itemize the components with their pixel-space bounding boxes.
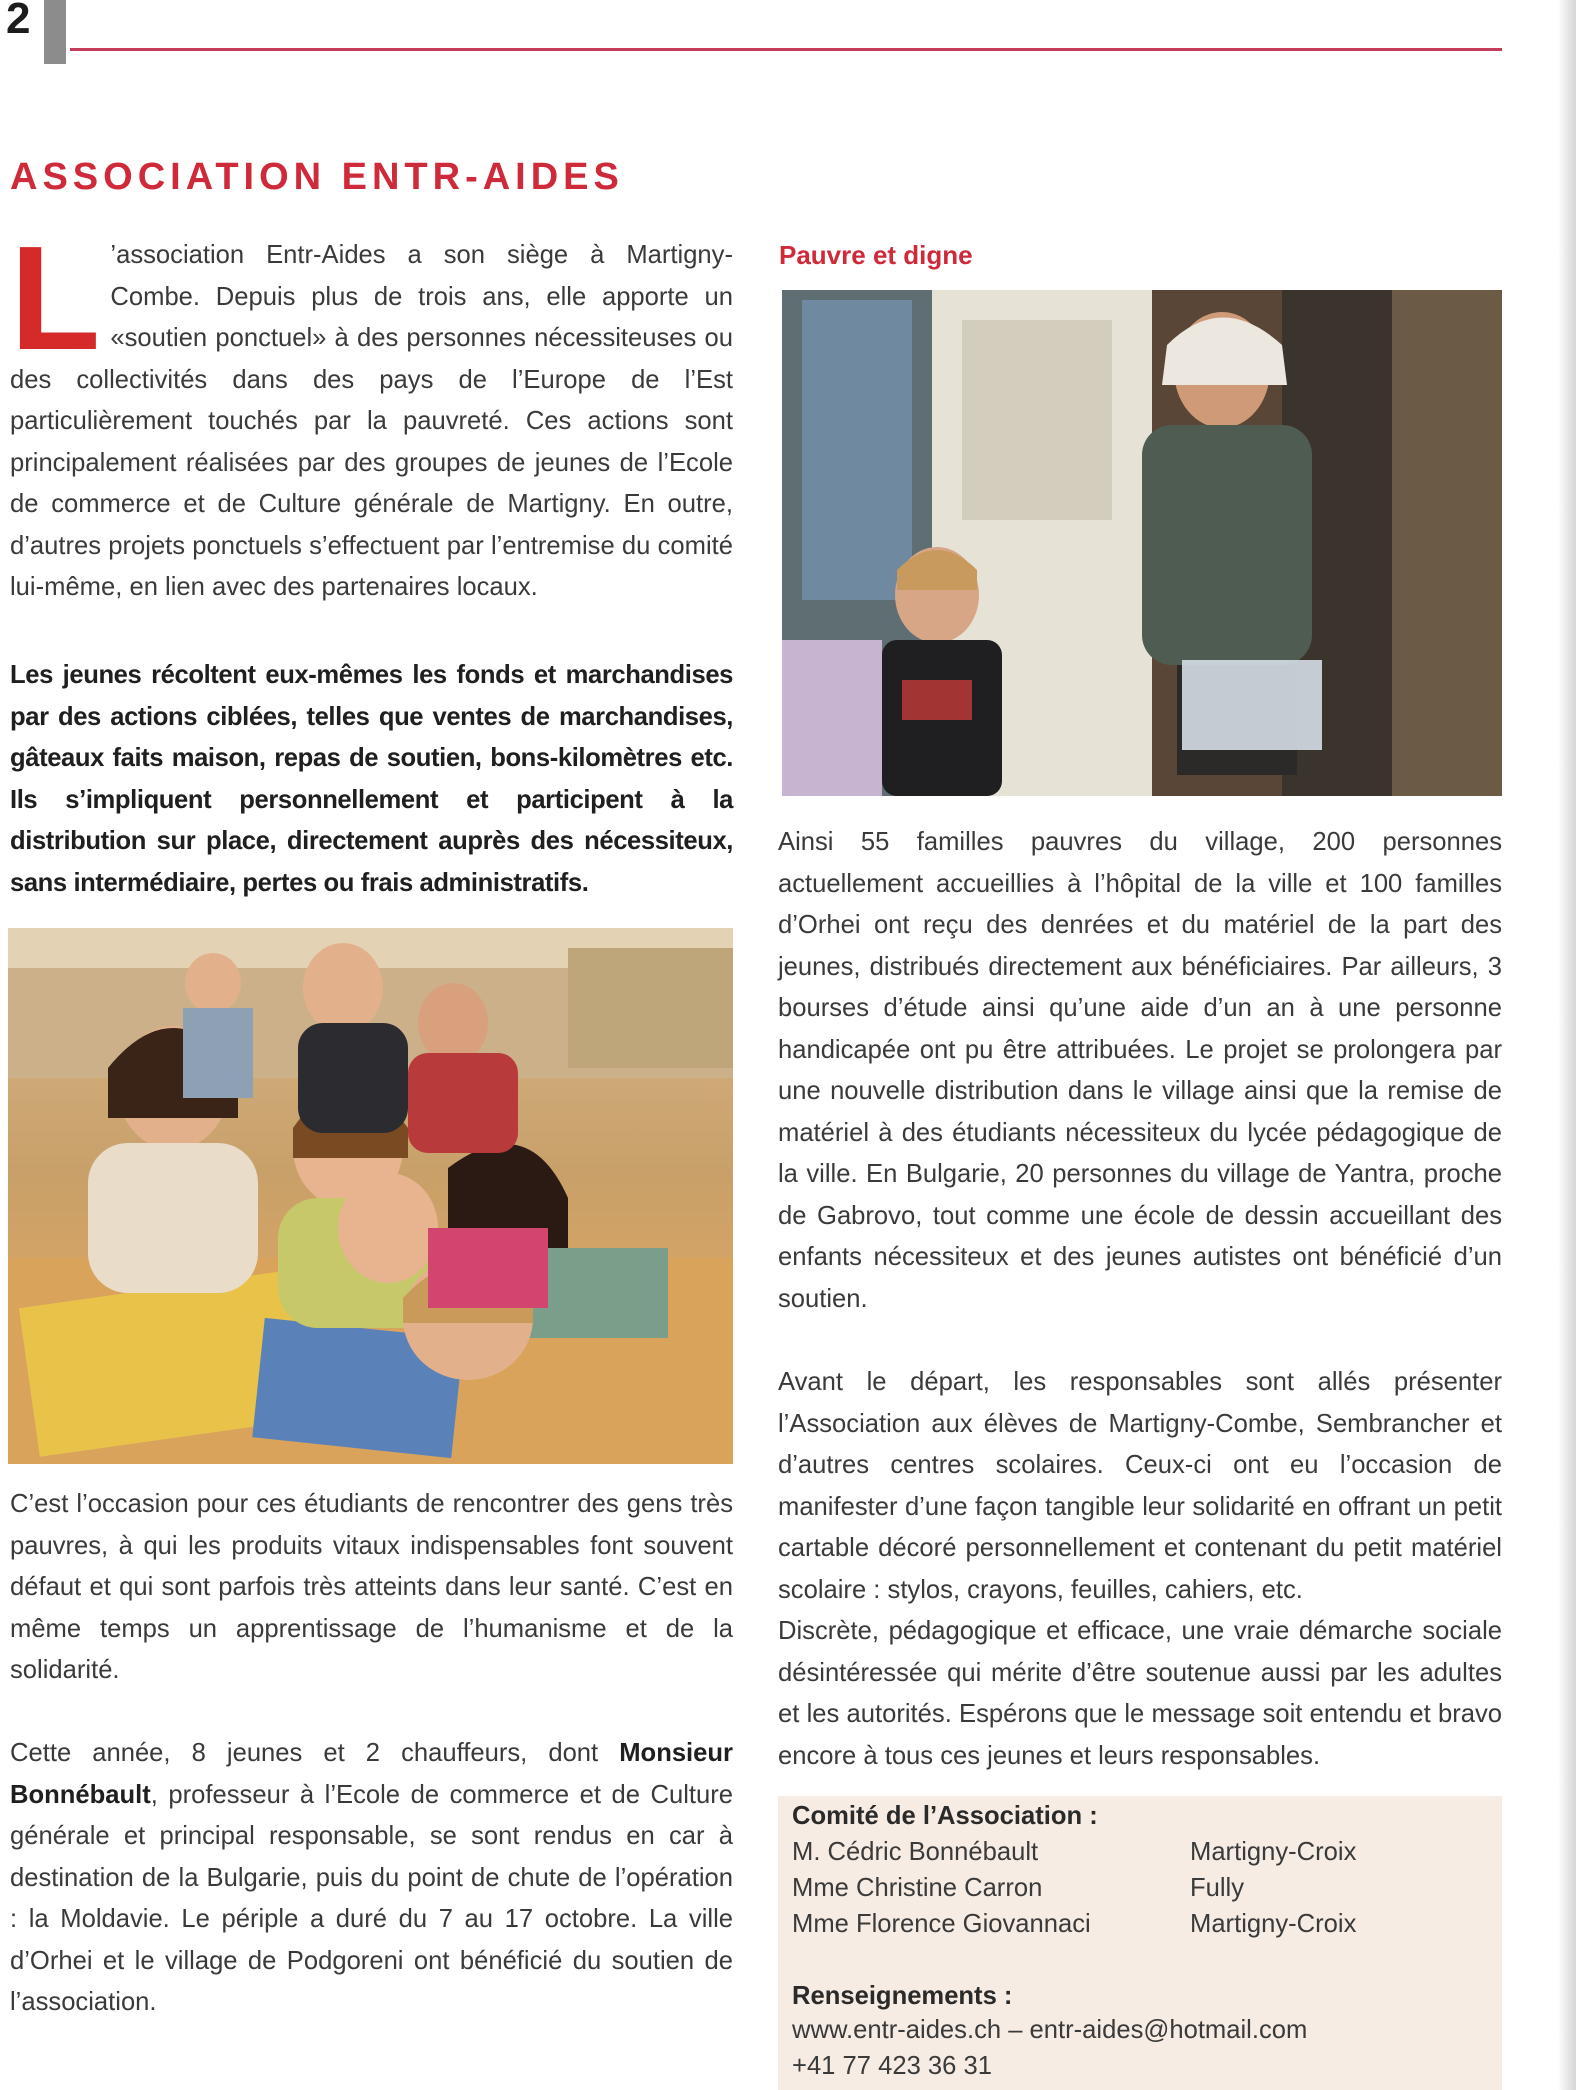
contact-phone: +41 77 423 36 31 <box>792 2052 992 2080</box>
year-text-after: , professeur à l’Ecole de commerce et de Culture générale et principal responsable, se sont rendus en car à destination de la Bulgarie, puis du point de chute de l’opération : la Moldavie. Le périple a duré du 7 au 17 octobre. La ville d’Orhei et le village de Podgoreni ont bénéficié du soutien de l’association. <box>10 1780 733 2016</box>
left-column-top <box>10 216 733 609</box>
section-subheading: Pauvre et digne <box>779 240 973 270</box>
intro-text: ’association Entr-Aides a son siège à Martigny-Combe. Depuis plus de trois ans, elle apporte un «soutien ponctuel» à des personnes nécessiteuses ou des collectivités dans des pays de l’Europe de l’Est particulièrement touchés par la pauvreté. Ces actions sont principalement réalisées par des groupes de jeunes de l’Ecole de commerce et de Culture générale de Martigny. En outre, d’autres projets ponctuels s’effectuent par l’entremise du comité lui-même, en lien avec des partenaires locaux. <box>10 241 733 601</box>
info-heading: Renseignements : <box>792 1982 1013 2010</box>
departure-paragraph: Avant le départ, les responsables sont allés présenter l’Association aux élèves de Martigny-Combe, Sembrancher et d’autres centres scolaires. Ceux-ci ont eu l’occasion de manifester d’une façon tangible leur solidarité en offrant un petit cartable décoré personnellement et contenant du petit matériel scolaire : stylos, crayons, feuilles, cahiers, etc. <box>778 1368 1502 1604</box>
year-paragraph <box>10 1733 733 2024</box>
intro-paragraph <box>10 216 733 609</box>
year-paragraph-block <box>10 1733 733 2024</box>
bold-paragraph-text: Les jeunes récoltent eux-mêmes les fonds et marchandises par des actions ciblées, telles que ventes de marchandises, gâteaux faits maison, repas de soutien, bons-kilomètres etc. Ils s’impliquent personnellement et participent à la distribution sur place, directement auprès des nécessiteux, sans intermédiaire, pertes ou frais administratifs. <box>10 661 733 897</box>
families-paragraph: Ainsi 55 familles pauvres du village, 200 personnes actuellement accueillies à l’hôpital de la ville et 100 familles d’Orhei ont reçu des denrées et du matériel de la part des jeunes, distribués directement aux bénéficiaires. Par ailleurs, 3 bourses d’étude ainsi qu’une aide d’un an à une personne handicapée ont pu être attribuées. Le projet se prolongera par une nouvelle distribution dans le village ainsi que la remise de matériel à des étudiants nécessiteux du lycée pédagogique de la ville. En Bulgarie, 20 personnes du village de Yantra, proche de Gabrovo, tout comme une école de dessin accueillant des enfants nécessiteux et des jeunes autistes ont bénéficié d’un soutien. <box>778 828 1502 1313</box>
member-place: Martigny-Croix <box>1190 1910 1357 1938</box>
page-tab-marker <box>44 0 66 64</box>
departure-paragraph-block <box>778 1362 1502 1777</box>
page-number: 2 <box>6 0 31 43</box>
classroom-photo-image <box>8 928 733 1464</box>
committee-box <box>778 1796 1502 2090</box>
family-photo <box>782 290 1502 796</box>
member-place: Martigny-Croix <box>1190 1838 1357 1866</box>
drop-cap: L <box>10 216 101 381</box>
member-name: Mme Christine Carron <box>792 1874 1043 1902</box>
member-place: Fully <box>1190 1874 1245 1902</box>
occasion-paragraph-block <box>10 1484 733 1692</box>
member-name: Mme Florence Giovannaci <box>792 1910 1091 1938</box>
member-name: M. Cédric Bonnébault <box>792 1838 1039 1866</box>
occasion-paragraph: C’est l’occasion pour ces étudiants de rencontrer des gens très pauvres, à qui les produits vitaux indispensables font souvent défaut et qui sont parfois très atteints dans leur santé. C’est en même temps un apprentissage de l’humanisme et de la solidarité. <box>10 1490 733 1684</box>
family-photo-image <box>782 290 1502 796</box>
highlighted-name: Monsieur Bonnébault <box>10 1739 733 1809</box>
top-rule <box>70 48 1502 51</box>
conclusion-paragraph: Discrète, pédagogique et efficace, une vraie démarche sociale désintéressée qui mérite d’être soutenue aussi par les adultes et les autorités. Espérons que le message soit entendu et bravo encore à tous ces jeunes et leurs responsables. <box>778 1617 1502 1770</box>
article-title: ASSOCIATION ENTR-AIDES <box>10 156 624 198</box>
classroom-photo <box>8 928 733 1464</box>
contact-web-email: www.entr-aides.ch – entr-aides@hotmail.com <box>792 2016 1308 2044</box>
page-edge-shadow <box>1558 0 1576 2090</box>
families-paragraph-block <box>778 822 1502 1320</box>
bold-paragraph <box>10 655 733 904</box>
year-text-before: Cette année, 8 jeunes et 2 chauffeurs, dont <box>10 1739 620 1767</box>
committee-heading: Comité de l’Association : <box>792 1802 1098 1830</box>
